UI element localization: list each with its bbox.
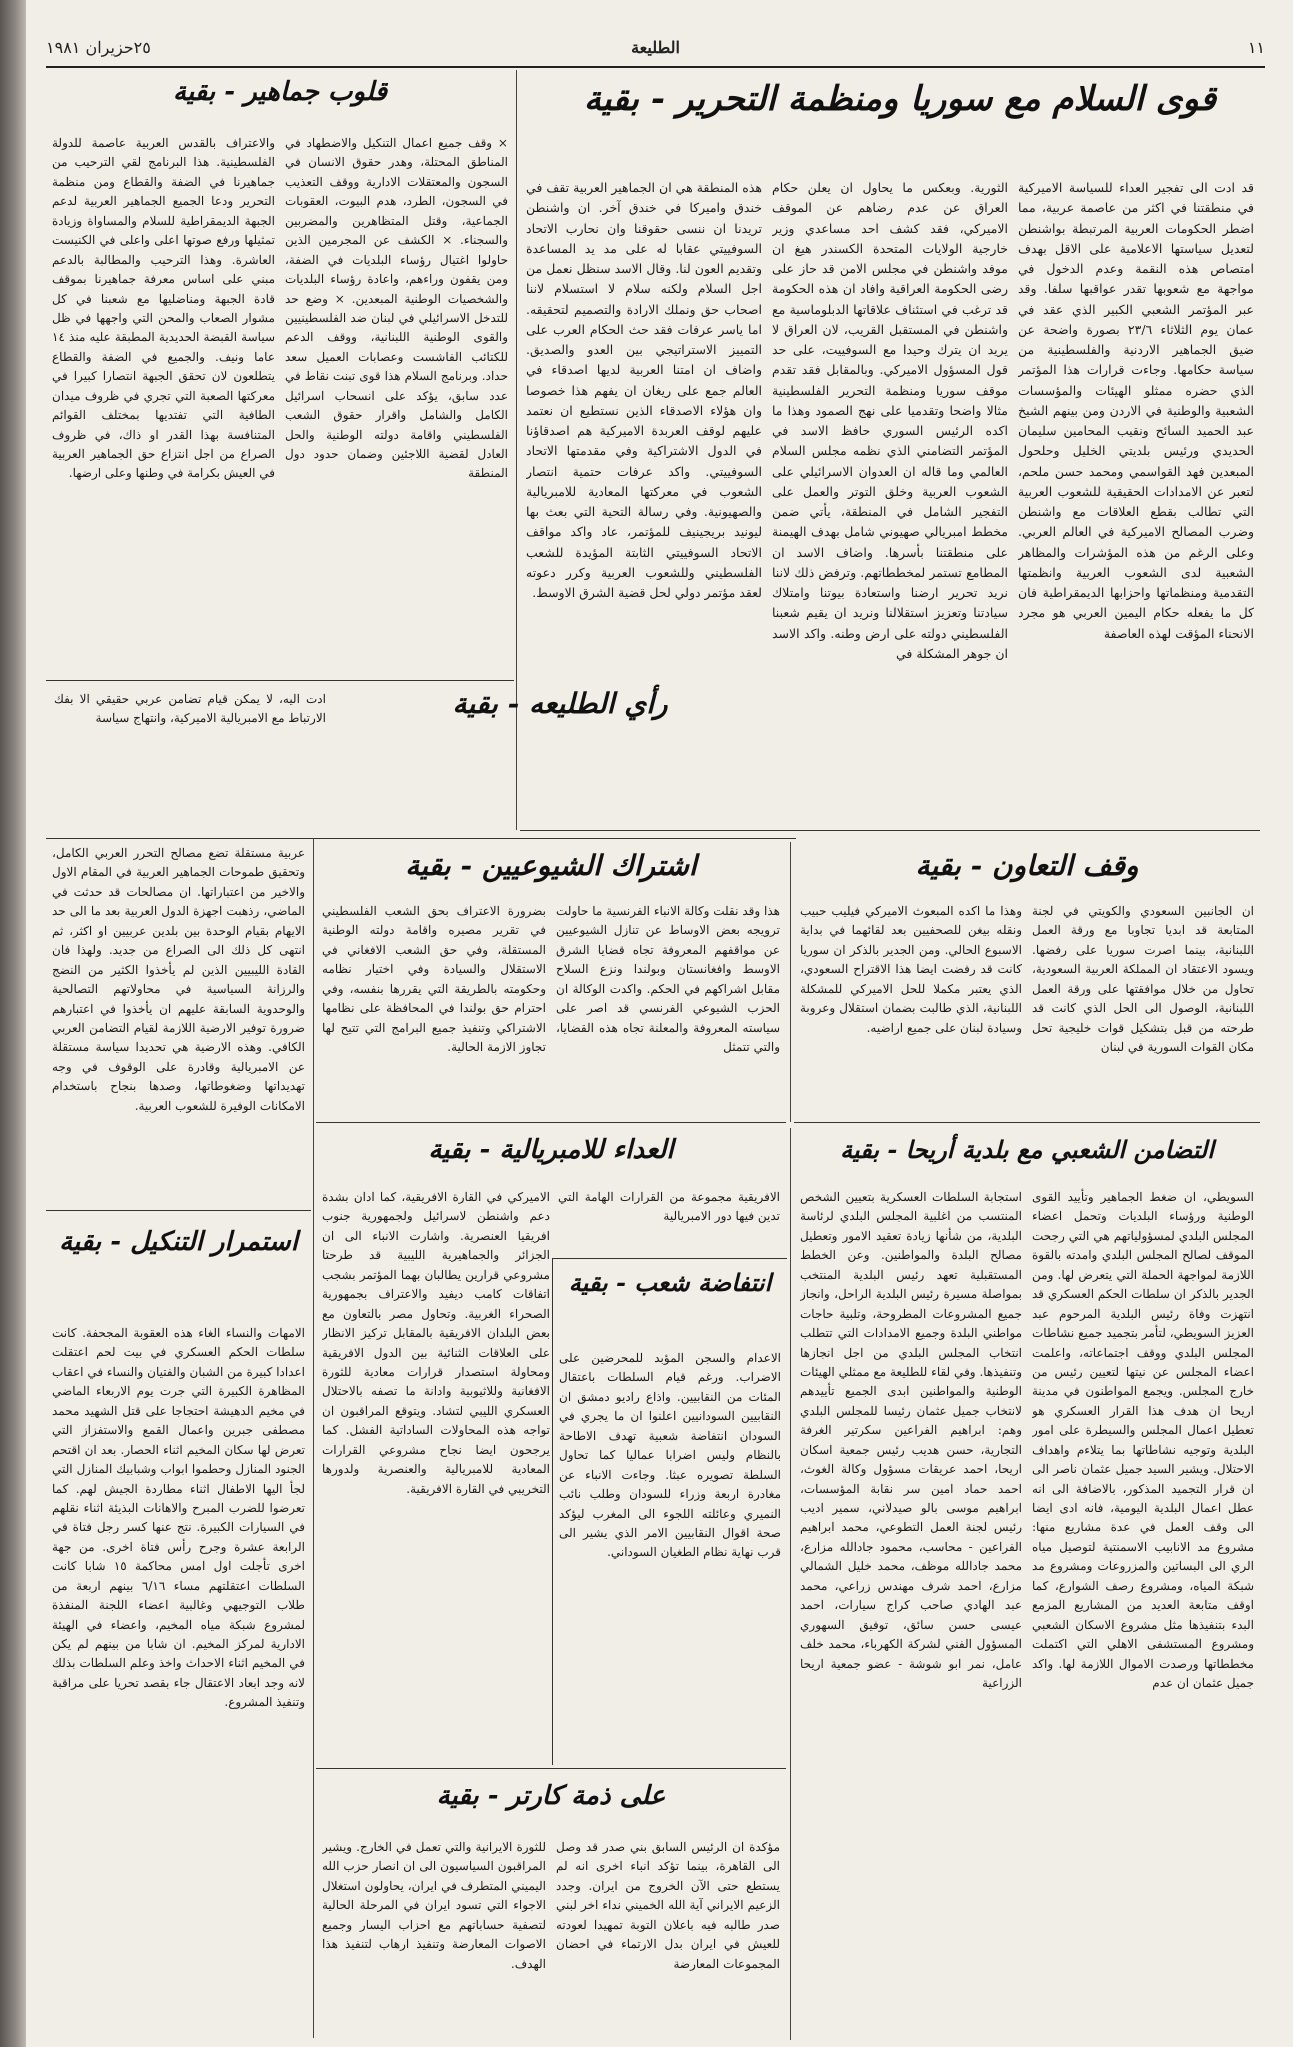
article-column: × وقف جميع اعمال التنكيل والاضطهاد في المناطق المحتلة، وهدر حقوق الانسان في السجون والمعتقلات الادارية ووقف التعذيب في السجون، الطرد، هدم البيوت، العقوبات الجماعية، وقتل المتظاهرين والمضربين والسجناء. × الكشف عن المجرمين الذين حاولوا اغتيال رؤساء البلديات في الضفة، ومن يقفون وراءهم، واعادة رؤساء البلديات والشخصيات الوطنية المبعدين. × وضع حد للتدخل الاسرائيلي في لبنان ضد الفلسطينيين والقوى الوطنية اللبنانية، ووقف الدعم للكتائب الفاشست وعصابات العميل سعد حداد. وبرنامج السلام هذا قوى تبنت نقاط في عدد سابق، يؤكد على انسحاب اسرائيل الكامل والشامل واقرار حقوق الشعب الفلسطيني واقامة دولته الوطنية والحل العادل لقضية اللاجئين وضمان حدود دول المنطقة [285,136,508,481]
article-column: قد ادت الى تفجير العداء للسياسة الاميركية في منطقتنا في اكثر من عاصمة عربية، مما اضطر الحكومات العربية المرتبطة بواشنطن لتعديل سياستها الاعلامية على الاقل بهدف امتصاص هذه النقمة وعدم الدخول في مواجهة مع شعوبها تقدر عواقبها سلفا. وقد عبر المؤتمر الشعبي الكبير الذي عقد في عمان يوم الثلاثاء ٢٣/٦ بصورة واضحة عن ضيق الجماهير الاردنية والفلسطينية من سياسة حكامها. وجاءت قرارات هذا المؤتمر الذي حضره ممثلو الهيئات والمؤسسات الشعبية والوطنية في الاردن ومن بينهم الشيخ عبد الحميد السائح ونقيب المحامين سليمان الحديدي ورئيس بلديتي الخليل وحلحول المبعدين فهد القواسمي ومحمد حسن ملحم، لتعبر عن الامدادات الحقيقية للشعوب العربية التي تطالب بقطع العلاقات مع واشنطن وضرب المصالح الاميركية في العالم العربي. وعلى الرغم من هذه المؤشرات والمظاهر الشعبية لدى الشعوب العربية وانظمتها التقدمية ومنظماتها واحزابها الديمقراطية فان كل ما يفعله حكام اليمين العربي هو مجرد الانحناء المؤقت لهذه العاصفة [1018,180,1254,641]
page-binding-edge [0,0,26,2047]
article-headline: قوى السلام مع سوريا ومنظمة التحرير - بقية [583,79,1217,119]
article-repression [46,1214,311,2040]
article-column: الامهات والنساء الغاء هذه العقوبة المجحفة. كانت سلطات الحكم العسكري في بيت لحم اعتقلت اعدادا كبيرة من الشبان والفتيان والنساء في اعقاب المظاهرة الكبيرة التي جرت يوم الاربعاء الماضي في مخيم الدهيشة احتجاجا على قتل الشهيد محمد مصطفى جبرين واعمال القمع والاستفزاز التي تعرض لها سكان المخيم اثناء الحصار. بعد ان اقتحم الجنود المنازل وحطموا ابواب وشبابيك المنازل التي لجأ اليها الاطفال اثناء مطاردة الجيش لهم. كما تعرضوا للضرب المبرح والاهانات البذيئة اثناء نقلهم في السيارات الكبيرة. نتج عنها كسر رجل فتاة في الرابعة عشرة وجرح رأس فتاة اخرى. من جهة اخرى تأجلت اول امس محاكمة ١٥ شابا كانت السلطات اعتقلتهم مساء ٦/١٦ بينهم اربعة من طلاب التوجيهي وغالبية اعضاء اللجنة المنفذة لمشروع شبكة مياه المخيم، واعضاء في الهيئة الادارية لمركز المخيم. ان شابا من بينهم لم يكن في المخيم اثناء الاحداث واخذ وعلم السلطات بذلك لانه وجد ابعاد الاعتقال جاء بقصد تحريا على مراقبة وتنفيذ المشروع. [52,1326,305,1710]
column-divider [790,842,791,1122]
article-column: عربية مستقلة تضع مصالح التحرر العربي الكامل، وتحقيق طموحات الجماهير العربية في المقام الاول والاخير من اعتباراتها. ان مصالحات قد حدثت في الماضي، رذهبت اجهزة الدول العربية بعد ما الى حد الايهام بقيام الوحدة بين بلدين عربيين او اكثر، ثم انتهى كل ذلك الى الصراع من جديد. ولهذا فان القادة الليبيين الذين لم يأخذوا الكثير من النضج والرزانة السياسية في محاولاتهم التصالحية والوحدوية السابقة عليهم ان يأخذوا في اعتبارهم ضرورة توفير الارضية اللازمة لقيام التضامن العربي الكافي. وهذه الارضية هي تحديدا سياسة مستقلة عن الامبريالية وقادرة على الوقوف في وجه تهديداتها وضغوطاتها، وصدها بنجاح باستخدام الامكانات الوفيرة للشعوب العربية. [52,846,305,1113]
article-columns [800,902,1254,1118]
article-columns [800,1188,1254,2036]
article-headline: وقف التعاون - بقية [915,849,1139,882]
article-columns [322,1838,780,2036]
article-column: الاميركي في القارة الافريقية، كما ادان بشدة دعم واشنطن لاسرائيل ولجمهورية جنوب افريقيا العنصرية. واشارت الانباء الى ان الجزائر والجماهيرية الليبية قد طرحتا مشروعي قرارين يطالبان بهما المؤتمر بشجب اتفاقات كامب ديفيد والاعتراف بجمهورية الصحراء الغربية. وتحاول مصر بالتعاون مع بعض البلدان الافريقية بالمقابل تركيز الانظار على العلاقات الثنائية بين الدول الافريقية ومحاولة استصدار قرارات معادية للثورة الافغانية وللاثيوبية وادانة ما تصفه بالاحتلال العسكري الليبي لتشاد. ويتوقع المراقبون ان تواجه هذه المحاولات الساداتية الفشل. كما يرجحون ايضا نجاح مشروعي القرارات المعادية للامبريالية والعنصرية ولدورها التخريبي في القارة الافريقية. [322,1190,550,1496]
article-cooperation [794,842,1260,1123]
article-communists [316,842,786,1123]
article-headline: العداء للامبريالية - بقية [428,1135,674,1165]
header-rule [46,66,1265,68]
article-column: هذه المنطقة هي ان الجماهير العربية تقف في خندق واميركا في خندق آخر. ان واشنطن تريدنا ان ننسى حقوقنا وان نحارب الاتحاد السوفييتي عقابا له على مد يد المساعدة وتقديم العون لنا. وقال الاسد سنظل نعمل من اجل السلام ولكنه سلام لا استسلام لاننا اصحاب حق ونملك الارادة والتصميم لتحقيقه. اما ياسر عرفات فقد حث الحكام العرب على التمييز الاستراتيجي بين العدو والصديق. واضاف ان امتنا العربية لديها اصدقاء في العالم جمع على ريغان ان يفهم هذا خصوصا وان هؤلاء الاصدقاء الذين نستطيع ان نعتمد عليهم لوقف العربدة الاميركية هم اصدقاؤنا في الدول الاشتراكية وفي مقدمتها الاتحاد السوفييتي. واكد عرفات حتمية انتصار الشعوب في معركتها المعادية للامبريالية والصهيونية. وفي رسالة التحية التي بعث بها ليونيد بريجينيف للمؤتمر، عاد واكد مواقف الاتحاد السوفييتي الثابتة المؤيدة للشعب الفلسطيني وللشعوب العربية وكرر دعوته لعقد مؤتمر دولي لحل قضية الشرق الاوسط. [526,180,762,600]
article-headline: اشتراك الشيوعيين - بقية [405,849,697,882]
article-jericho [794,1128,1260,2040]
article-column: للثورة الايرانية والتي تعمل في الخارج. ويشير المراقبون السياسيون الى ان انصار حزب الله اليميني المتطرف في ايران، يحاولون استغلال الاجواء التي تسود ايران في المرحلة الحالية لتصفية حساباتهم مع احزاب اليسار وجميع الاصوات المعارضة وتنفيذ ارهاب لتنفيذ هذا الهدف. [322,1840,546,1971]
article-column: وهذا ما اكده المبعوث الاميركي فيليب حبيب ونقله بيغن للصحفيين بعد لقائهما في بداية الاسبوع الحالي. ومن الجدير بالذكر ان سوريا كانت قد رفضت ايضا هذا الاقتراح السعودي، الذي يعتبر مكملا للحل الاميركي للمشكلة اللبنانية، الذي طالبت بضمان استقلال وعروبة وسيادة لبنان على جميع اراضيه. [800,904,1022,1035]
article-column: والاعتراف بالقدس العربية عاصمة للدولة الفلسطينية. هذا البرنامج لقي الترحيب من جماهيرنا في الضفة والقطاع ومن منظمة التحرير ودعا الجميع الجماهير العربية لدعم الجبهة الديمقراطية للسلام والمساواة وزيادة تمثيلها ورفع صوتها اعلى واعلى في الكنيست العاشرة. وهذا الترحيب والمطالبة بالدعم مبني على اساس معرفة جماهيرنا بموقف قادة الجبهة ومناضليها مع شعبنا في كل مشوار الصعاب والمحن التي واجهها في ظل سياسة القبضة الحديدية المطبقة عليه منذ ١٤ عاما ونيف. والجميع في الضفة والقطاع يتطلعون لان تحقق الجبهة انتصارا كبيرا في معركتها الصعبة التي تجري في ظروف ميدان الطافية التي تفتديها بمختلف القوائم المتنافسة بهذا القدر او ذاك، في ظروف الصراع من اجل انتزاع حق الجماهير العربية في العيش بكرامة في وطنها وعلى ارضها. [52,136,275,481]
article-uprising [552,1258,787,1765]
article-carter [316,1772,786,2040]
article-headline: انتفاضة شعب - بقية [568,1268,772,1297]
page-header [46,38,1265,64]
article-column: الاعدام والسجن المؤبد للمحرضين على الاضراب. ورغم قيام السلطات باعتقال المئات من النقابيين. واذاع راديو دمشق ان النقابيين السودانيين اعلنوا ان ما يجري في السودان انتفاضة شعبية تهدف الاطاحة بالنظام وليس اضرابا عماليا كما تحاول السلطة تصويره عبثا. وجاءت الانباء عن مغادرة اربعة وزراء للسودان وطلب نائب النميري وعائلته اللجوء الى المغرب ليؤكد صحة اقوال النقابيين الامر الذي يشير الى قرب نهاية نظام الطغيان السوداني. [559,1351,781,1560]
article-opinion-continued [46,838,311,1211]
article-column: السويطي، ان ضغط الجماهير وتأييد القوى الوطنية ورؤساء البلديات وتحمل اعضاء المجلس البلدي لمسؤولياتهم هي التي رجحت الموقف لصالح المجلس البلدي وامدته بالقوة اللازمة لمواجهة الحملة التي يتعرض لها. ومن الجدير بالذكر ان سلطات الحكم العسكري قد انتهزت وفاة رئيس البلدية المرحوم عبد العزيز السويطي، لتأمر بتجميد جميع نشاطات المجلس البلدي ووقف اجتماعاته، واعلمت اعضاء المجلس عن نيتها لتعيين رئيس من خارج المجلس. ويجمع المواطنون في مدينة اريحا ان هدف هذا القرار العسكري هو تعطيل اعمال المجلس والسيطرة على امور البلدية وتوجيه نشاطاتها بما يتلاءم واهداف الاحتلال. ويشير السيد جميل عثمان ناصر الى ان قرار التجميد المذكور، بالاضافة الى انه عطل اعمال البلدية اليومية، فانه ادى ايضا الى وقف العمل في عدة مشاريع منها: مشروع مد الانابيب الاسمنتية لتوصيل مياه الري الى البساتين والمزروعات ومشروع مد شبكة المياه، ومشروع رصف الشوارع، كما اوقف متابعة العديد من المشاريع المزمع البدء بتنفيذها مثل مشروع الاسكان الشعبي ومشروع المستشفى الاهلي التي اكتملت مخططاتها ورصدت الاموال اللازمة لها. واكد جميل عثمان ان عدم [1032,1190,1254,1690]
page-number: ١١ [1247,38,1265,57]
article-masses-hearts [46,70,514,681]
article-column: استجابة السلطات العسكرية بتعيين الشخص المنتسب من اغلبية المجلس البلدي لرئاسة البلدية، من شأنها زيادة تعقيد الامور وتعطيل مصالح البلدة والمواطنين. وعن الخطط المستقبلية تعهد رئيس البلدية المنتخب بمواصلة مسيرة رئيس البلدية الراحل، وانجاز جميع المشروعات المطروحة، وتلبية حاجات مواطني البلدة وجميع الامدادات التي تتطلب انتخاب المجلس البلدي من اجل انجازها وتنفيذها. وفي لقاء للطليعة مع ممثلي الهيئات الوطنية والمواطنين ابدى الجميع تأييدهم لانتخاب جميل عثمان رئيسا للمجلس البلدي وهم: ابراهيم الفراعين سكرتير الغرفة التجارية، حسن هديب رئيس جمعية اسكان اريحا، احمد عريقات مسؤول وكالة الغوث، احمد حماد امين سر نقابة المؤسسات، ابراهيم موسى بالو صيدلاني، سمير اديب رئيس لجنة العمل التطوعي، محمد ابراهيم الفراعين - محاسب، محمود جادالله مزارع، محمد جادالله موظف، محمد خليل الشمالي مزارع، احمد شرف مهندس زراعي، محمد عبد الهادي صاحب كراج سيارات، احمد عيسى حسن سائق، توفيق السهوري المسؤول الفني لشركة الكهرباء، محمد خلف عامل، نمر ابو شوشة - عضو جمعية اريحا الزراعية [800,1190,1022,1690]
column-divider [790,1128,791,2040]
article-column: ان الجانبين السعودي والكويتي في لجنة المتابعة قد ابديا تجاوبا مع ورقة العمل اللبنانية، بينما اصرت سوريا على رفضها. ويسود الاعتقاد ان المملكة العربية السعودية، تحاول من خلال موافقتها على ورقة العمل اللبنانية، الوصول الى الحل الذي كانت قد طرحته من قبل بتشكيل قوات خليجية تحل مكان القوات السورية في لبنان [1032,904,1254,1055]
article-headline: رأي الطليعه - بقية [452,687,668,720]
article-headline: التضامن الشعبي مع بلدية أريحا - بقية [840,1135,1214,1164]
issue-date: ٢٥حزيران ١٩٨١ [46,38,151,57]
article-column: الافريقية مجموعة من القرارات الهامة التي تدين فيها دور الامبريالية [558,1190,780,1224]
article-columns [322,902,780,1118]
article-column: هذا وقد نقلت وكالة الانباء الفرنسية ما حاولت ترويجه بعض الاوساط عن تنازل الشيوعيين عن مواقفهم المعروفة تجاه قضايا الشرق الاوسط وافغانستان وبولندا ونزع السلاح مقابل اشراكهم في الحكم. واكدت الوكالة ان الحزب الشيوعي الفرنسي قد اصر على سياسته المعروفة والمعلنة تجاه هذه القضايا، والتي تتمثل [556,904,780,1055]
article-headline: على ذمة كارتر - بقية [436,1781,666,1811]
article-column: مؤكدة ان الرئيس السابق بني صدر قد وصل الى القاهرة، بينما تؤكد انباء اخرى انه لم يستطع حتى الآن الخروج من ايران. وجدد الزعيم الايراني آية الله الخميني نداء اخر لبني صدر طالبه فيه باعلان التوبة تمهيدا لعودته للعيش في ايران بدل الارتماء في احضان المجموعات المعارضة [556,1840,780,1971]
article-column: بضرورة الاعتراف بحق الشعب الفلسطيني في تقرير مصيره واقامة دولته الوطنية المستقلة، وفي حق الشعب الافغاني في الاستقلال والسيادة وفي اختيار نظامه وحكومته بالطريقة التي يقررها بنفسه، وفي احترام حق بولندا في المحافظة على نظامها الاشتراكي وتنفيذ جميع البرامج التي تتيح لها تجاوز الازمة الحالية. [322,904,546,1055]
article-opinion [46,682,796,839]
article-headline: استمرار التنكيل - بقية [59,1227,298,1257]
newspaper-name: الطليعة [631,38,680,57]
column-divider [313,838,314,2038]
article-column: ادت اليه، لا يمكن قيام تضامن عربي حقيقي الا بفك الارتباط مع الامبريالية الاميركية، وانتهاج سياسة [54,692,326,726]
article-column: الثورية. وبعكس ما يحاول ان يعلن حكام العراق عن عدم رضاهم عن الموقف الاميركي، فقد كشف احد مساعدي وزير خارجية الولايات المتحدة الكسندر هيغ ان موفد واشنطن في مجلس الامن قد حاز على رضى الحكومة العراقية وافاد ان هذه الحكومة قد ترغب في استئناف علاقاتها الدبلوماسية مع واشنطن في المستقبل القريب، لان العراق لا يريد ان يترك وحيدا مع السوفييت، على حد قول المسؤول الاميركي. وبالمقابل فقد تقدم موقف سوريا ومنظمة التحرير الفلسطينية مثالا واضحا وتقدميا على نهج الصمود وهذا ما اكده الرئيس السوري حافظ الاسد في المؤتمر التضامني الذي نظمه مجلس السلام العالمي وما قاله ان العدوان الاسرائيلي على الشعوب العربية وخلق التوتر والعمل على التفجير الشامل في المنطقة، يأتي ضمن مخطط امبريالي صهيوني شامل بهدف الهيمنة على منطقتنا بأسرها. واضاف الاسد ان المطامع تستمر لمخططاتهم. وترفض ذلك لاننا نريد تحرير ارضنا واستعادة بيوتنا وامتلاك سيادتنا وتعزيز استقلالنا ونريد ان يقيم شعبنا الفلسطيني دولته على ارض وطنه. واكد الاسد ان جوهر المشكلة في [772,180,1008,661]
article-headline: قلوب جماهير - بقية [173,77,387,107]
article-columns [52,134,508,676]
page-content [26,0,1293,2047]
